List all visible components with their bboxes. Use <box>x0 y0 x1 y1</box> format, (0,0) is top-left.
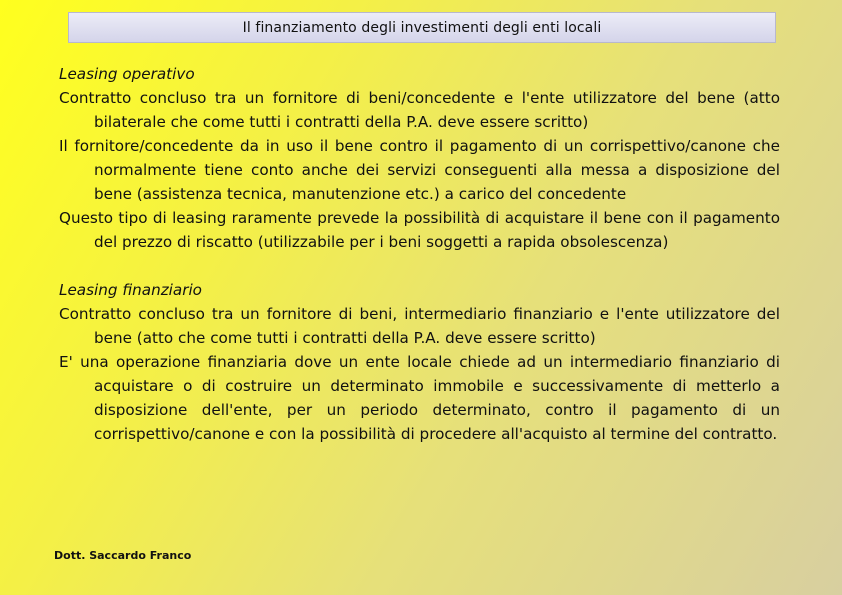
title-bar <box>68 12 776 43</box>
paragraph: Contratto concluso tra un fornitore di beni/concedente e l'ente utilizzatore del bene (atto bilaterale che come tutti i contratti della P.A. deve essere scritto) <box>59 89 780 131</box>
section-title-leasing-finanziario: Leasing finanziario <box>59 281 202 299</box>
footer-author: Dott. Saccardo Franco <box>54 549 192 562</box>
page-title: Il finanziamento degli investimenti degli enti locali <box>242 19 602 36</box>
section-spacer <box>59 254 780 278</box>
paragraph: E' una operazione finanziaria dove un ente locale chiede ad un intermediario finanziario di acquistare o di costruire un determinato immobile e successivamente di metterlo a disposizione dell'ente, per un periodo determinato, contro il pagamento di un corrispettivo/canone e con la possibilità di procedere all'acquisto al termine del contratto. <box>59 353 780 443</box>
paragraph: Contratto concluso tra un fornitore di beni, intermediario finanziario e l'ente utilizzatore del bene (atto che come tutti i contratti della P.A. deve essere scritto) <box>59 305 780 347</box>
paragraph: Questo tipo di leasing raramente prevede la possibilità di acquistare il bene con il pagamento del prezzo di riscatto (utilizzabile per i beni soggetti a rapida obsolescenza) <box>59 209 780 251</box>
paragraph: Il fornitore/concedente da in uso il bene contro il pagamento di un corrispettivo/canone che normalmente tiene conto anche dei servizi conseguenti alla messa a disposizione del bene (assistenza tecnica, manutenzione etc.) a carico del concedente <box>59 137 780 203</box>
slide-content <box>59 62 780 446</box>
section-title-leasing-operativo: Leasing operativo <box>59 65 195 83</box>
